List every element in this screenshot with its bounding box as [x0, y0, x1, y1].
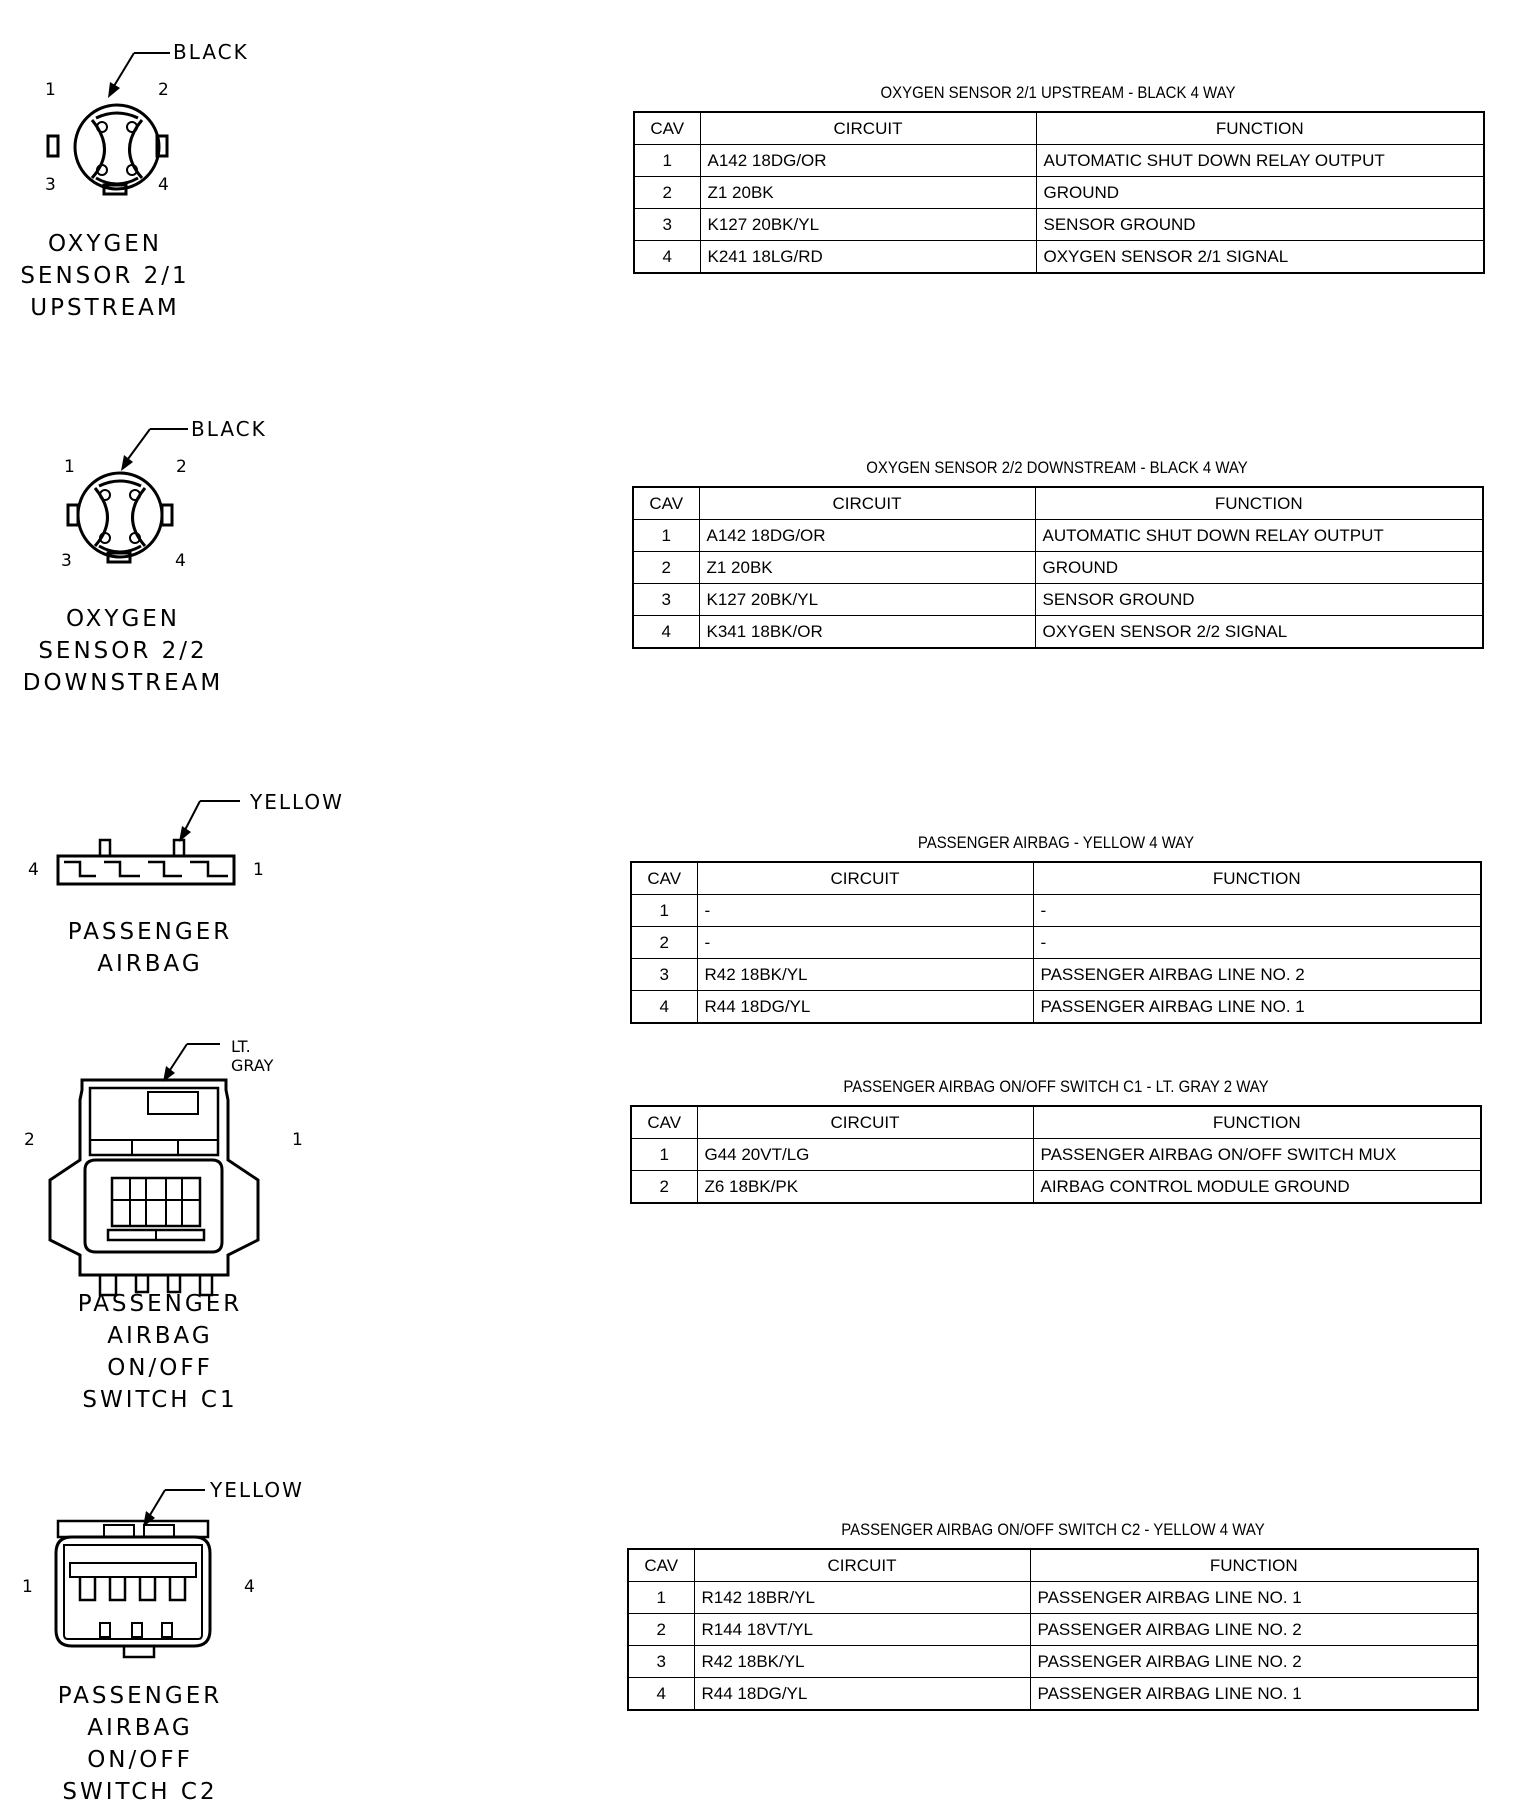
header-function: FUNCTION — [1036, 112, 1484, 145]
function-cell: AUTOMATIC SHUT DOWN RELAY OUTPUT — [1035, 520, 1483, 552]
circuit-cell: Z6 18BK/PK — [697, 1171, 1033, 1204]
pin-label: 1 — [253, 860, 264, 880]
table-row — [628, 1614, 1478, 1646]
pin-label: 1 — [22, 1577, 33, 1597]
table-row — [631, 991, 1481, 1024]
table-row — [634, 209, 1484, 241]
cav-cell: 3 — [633, 584, 699, 616]
table-header-row — [631, 1106, 1481, 1139]
pin-label: 3 — [61, 551, 72, 571]
circuit-cell: R44 18DG/YL — [694, 1678, 1030, 1711]
header-cav: CAV — [631, 1106, 697, 1139]
header-cav: CAV — [628, 1549, 694, 1582]
pin-label: 1 — [64, 457, 75, 477]
table-row — [633, 520, 1483, 552]
header-circuit: CIRCUIT — [694, 1549, 1030, 1582]
cav-cell: 1 — [633, 520, 699, 552]
circuit-cell: A142 18DG/OR — [699, 520, 1035, 552]
cav-cell: 4 — [633, 616, 699, 649]
pinout-table — [633, 111, 1485, 274]
pin-label: 1 — [45, 80, 56, 100]
function-cell: PASSENGER AIRBAG LINE NO. 2 — [1030, 1646, 1478, 1678]
pinout-table — [630, 861, 1482, 1024]
header-circuit: CIRCUIT — [697, 862, 1033, 895]
table-row — [631, 1171, 1481, 1204]
function-cell: PASSENGER AIRBAG LINE NO. 1 — [1033, 991, 1481, 1024]
table-header-row — [628, 1549, 1478, 1582]
connector-color: BLACK — [191, 417, 267, 441]
table-row — [628, 1646, 1478, 1678]
connector-name: PASSENGER AIRBAG — [67, 919, 233, 977]
cav-cell: 3 — [628, 1646, 694, 1678]
cav-cell: 1 — [628, 1582, 694, 1614]
table-row — [631, 959, 1481, 991]
table-header-row — [633, 487, 1483, 520]
header-cav: CAV — [634, 112, 700, 145]
header-circuit: CIRCUIT — [700, 112, 1036, 145]
function-cell: PASSENGER AIRBAG LINE NO. 2 — [1030, 1614, 1478, 1646]
cav-cell: 4 — [634, 241, 700, 274]
circuit-cell: K341 18BK/OR — [699, 616, 1035, 649]
table-row — [628, 1678, 1478, 1711]
header-function: FUNCTION — [1033, 862, 1481, 895]
circuit-cell: Z1 20BK — [699, 552, 1035, 584]
circuit-cell: G44 20VT/LG — [697, 1139, 1033, 1171]
cav-cell: 2 — [631, 927, 697, 959]
table-title: OXYGEN SENSOR 2/2 DOWNSTREAM - BLACK 4 WAY — [866, 458, 1248, 477]
table-row — [634, 241, 1484, 274]
function-cell: - — [1033, 895, 1481, 927]
cav-cell: 1 — [631, 895, 697, 927]
pin-label: 3 — [45, 175, 56, 195]
circuit-cell: - — [697, 895, 1033, 927]
cav-cell: 2 — [634, 177, 700, 209]
pinout-table — [630, 1105, 1482, 1204]
function-cell: SENSOR GROUND — [1035, 584, 1483, 616]
cav-cell: 2 — [631, 1171, 697, 1204]
cav-cell: 1 — [631, 1139, 697, 1171]
table-row — [631, 895, 1481, 927]
cav-cell: 4 — [628, 1678, 694, 1711]
function-cell: GROUND — [1035, 552, 1483, 584]
cav-cell: 1 — [634, 145, 700, 177]
circuit-cell: Z1 20BK — [700, 177, 1036, 209]
header-function: FUNCTION — [1035, 487, 1483, 520]
table-row — [633, 584, 1483, 616]
connector-name: OXYGEN SENSOR 2/1 UPSTREAM — [20, 231, 190, 321]
circuit-cell: R142 18BR/YL — [694, 1582, 1030, 1614]
circuit-cell: R144 18VT/YL — [694, 1614, 1030, 1646]
header-circuit: CIRCUIT — [699, 487, 1035, 520]
table-title: PASSENGER AIRBAG ON/OFF SWITCH C2 - YELLOW 4 WAY — [841, 1520, 1265, 1539]
connector-color: BLACK — [173, 40, 249, 64]
circuit-cell: K127 20BK/YL — [700, 209, 1036, 241]
pinout-table — [632, 486, 1484, 649]
function-cell: PASSENGER AIRBAG LINE NO. 1 — [1030, 1678, 1478, 1711]
table-header-row — [634, 112, 1484, 145]
header-circuit: CIRCUIT — [697, 1106, 1033, 1139]
table-header-row — [631, 862, 1481, 895]
circuit-cell: - — [697, 927, 1033, 959]
pin-label: 4 — [175, 551, 186, 571]
header-function: FUNCTION — [1030, 1549, 1478, 1582]
table-row — [628, 1582, 1478, 1614]
pin-label: 2 — [24, 1130, 35, 1150]
function-cell: GROUND — [1036, 177, 1484, 209]
pin-label: 1 — [292, 1130, 303, 1150]
cav-cell: 2 — [633, 552, 699, 584]
circuit-cell: R42 18BK/YL — [694, 1646, 1030, 1678]
pin-label: 4 — [244, 1577, 255, 1597]
table-title: PASSENGER AIRBAG - YELLOW 4 WAY — [917, 833, 1195, 852]
function-cell: PASSENGER AIRBAG LINE NO. 1 — [1030, 1582, 1478, 1614]
cav-cell: 3 — [634, 209, 700, 241]
connector-color: YELLOW — [250, 790, 344, 814]
circuit-cell: A142 18DG/OR — [700, 145, 1036, 177]
header-function: FUNCTION — [1033, 1106, 1481, 1139]
header-cav: CAV — [633, 487, 699, 520]
function-cell: OXYGEN SENSOR 2/2 SIGNAL — [1035, 616, 1483, 649]
table-row — [631, 1139, 1481, 1171]
circuit-cell: R42 18BK/YL — [697, 959, 1033, 991]
table-title: OXYGEN SENSOR 2/1 UPSTREAM - BLACK 4 WAY — [880, 83, 1236, 102]
pin-label: 2 — [158, 80, 169, 100]
connector-color: YELLOW — [210, 1478, 304, 1502]
table-row — [634, 145, 1484, 177]
header-cav: CAV — [631, 862, 697, 895]
pin-label: 2 — [176, 457, 187, 477]
connector-name: PASSENGER AIRBAG ON/OFF SWITCH C2 — [57, 1683, 223, 1805]
table-row — [631, 927, 1481, 959]
pin-label: 4 — [158, 175, 169, 195]
function-cell: OXYGEN SENSOR 2/1 SIGNAL — [1036, 241, 1484, 274]
cav-cell: 4 — [631, 991, 697, 1024]
circuit-cell: R44 18DG/YL — [697, 991, 1033, 1024]
table-row — [633, 616, 1483, 649]
function-cell: SENSOR GROUND — [1036, 209, 1484, 241]
connector-color: LT. GRAY — [231, 1037, 274, 1075]
connector-name: OXYGEN SENSOR 2/2 DOWNSTREAM — [22, 606, 224, 696]
pin-label: 4 — [28, 860, 39, 880]
table-title: PASSENGER AIRBAG ON/OFF SWITCH C1 - LT. GRAY 2 WAY — [843, 1077, 1269, 1096]
cav-cell: 2 — [628, 1614, 694, 1646]
table-row — [634, 177, 1484, 209]
table-row — [633, 552, 1483, 584]
function-cell: PASSENGER AIRBAG ON/OFF SWITCH MUX — [1033, 1139, 1481, 1171]
function-cell: PASSENGER AIRBAG LINE NO. 2 — [1033, 959, 1481, 991]
pinout-table — [627, 1548, 1479, 1711]
function-cell: AIRBAG CONTROL MODULE GROUND — [1033, 1171, 1481, 1204]
connector-name: PASSENGER AIRBAG ON/OFF SWITCH C1 — [77, 1291, 243, 1413]
circuit-cell: K241 18LG/RD — [700, 241, 1036, 274]
function-cell: AUTOMATIC SHUT DOWN RELAY OUTPUT — [1036, 145, 1484, 177]
function-cell: - — [1033, 927, 1481, 959]
circuit-cell: K127 20BK/YL — [699, 584, 1035, 616]
cav-cell: 3 — [631, 959, 697, 991]
